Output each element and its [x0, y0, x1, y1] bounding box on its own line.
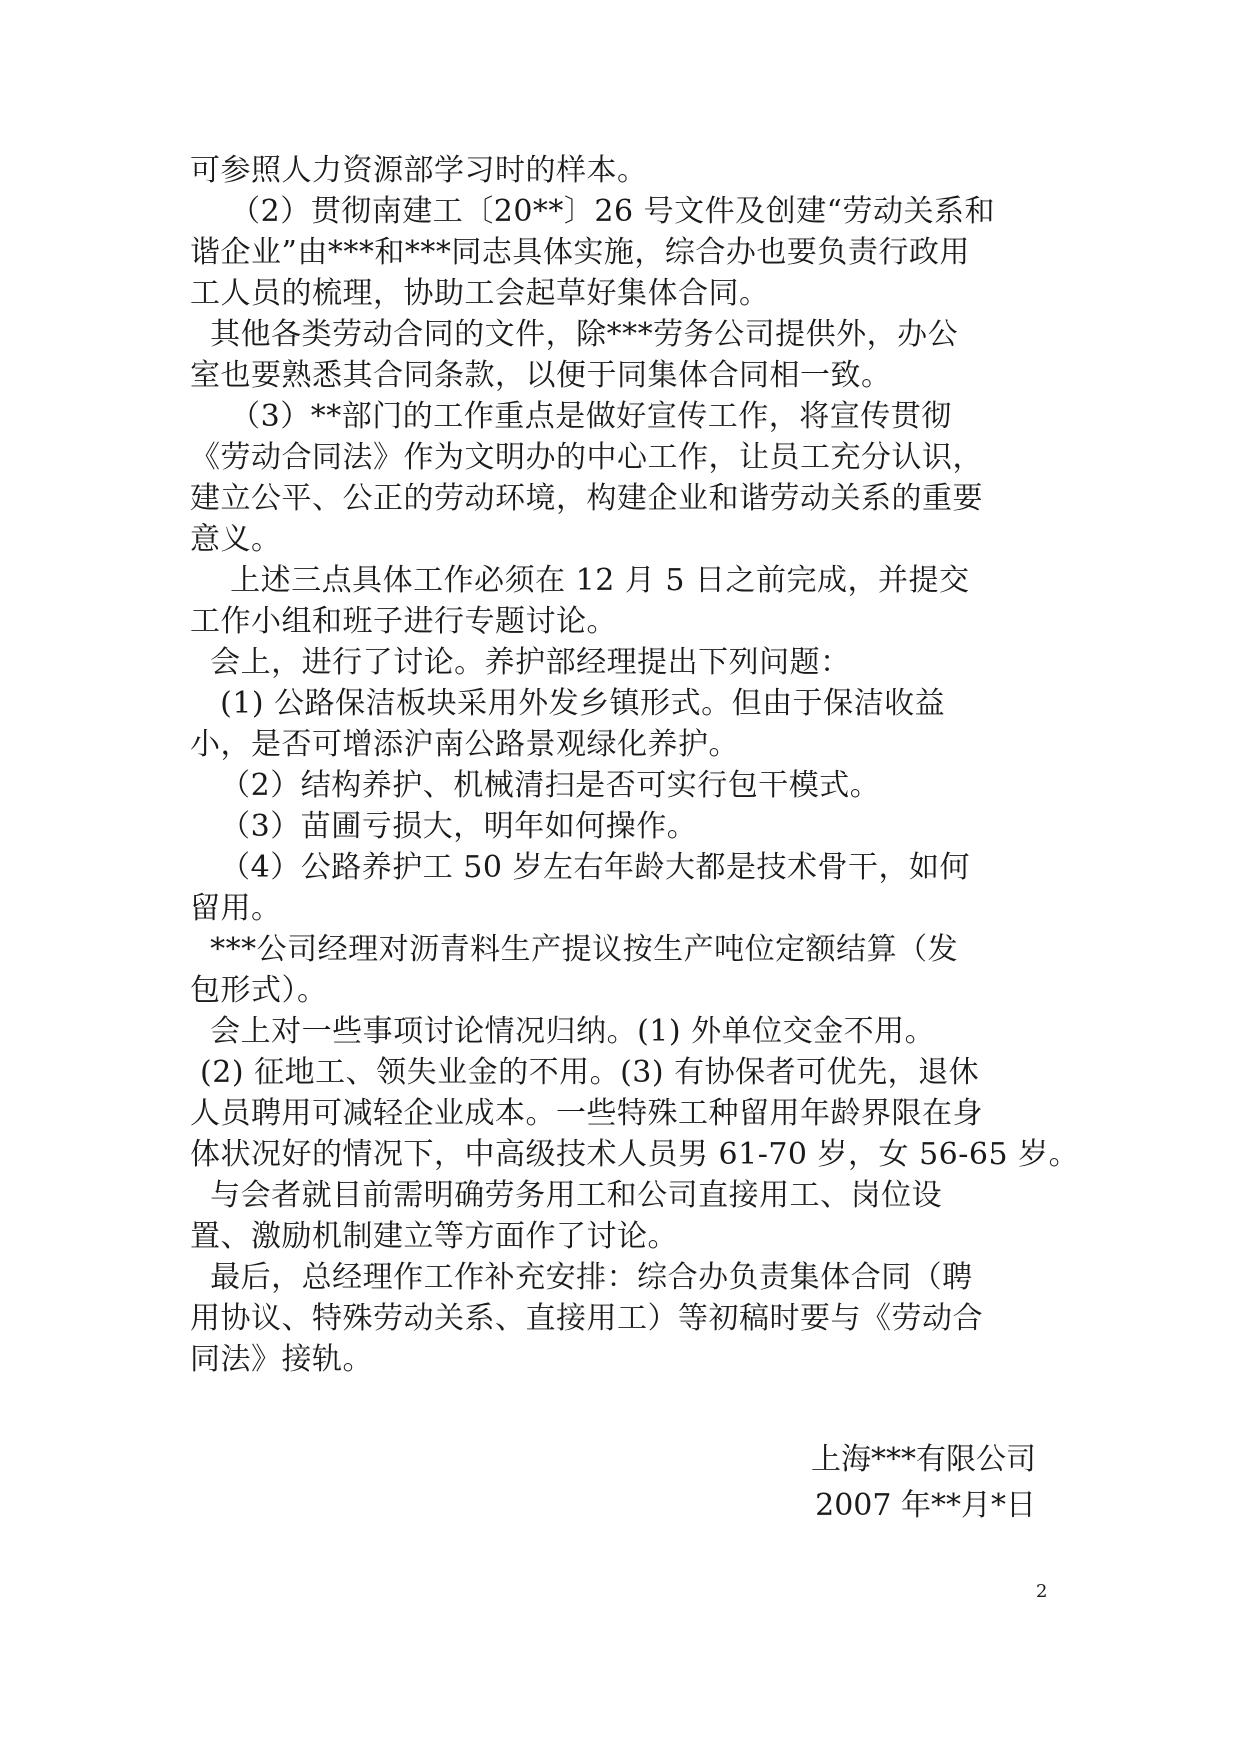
text-line: 最后，总经理作工作补充安排：综合办负责集体合同（聘 [190, 1260, 973, 1295]
text-line: 其他各类劳动合同的文件，除***劳务公司提供外，办公 [190, 317, 959, 352]
document-body [190, 150, 1080, 1380]
text-line: （2）贯彻南建工〔20**〕26 号文件及创建“劳动关系和 [190, 194, 995, 229]
company-name: 上海***有限公司 [811, 1442, 1036, 1477]
text-line: 建立公平、公正的劳动环境，构建企业和谐劳动关系的重要 [190, 481, 983, 516]
text-line: （4）公路养护工 50 岁左右年龄大都是技术骨干，如何 [190, 850, 970, 885]
text-line: (2) 征地工、领失业金的不用。(3) 有协保者可优先，退休 [190, 1055, 980, 1090]
text-line: 可参照人力资源部学习时的样本。 [190, 153, 648, 188]
text-line: 会上对一些事项讨论情况归纳。(1) 外单位交金不用。 [190, 1014, 936, 1049]
signature-block [811, 1437, 1036, 1529]
text-line: 意义。 [190, 522, 282, 557]
text-line: 与会者就目前需明确劳务用工和公司直接用工、岗位设 [190, 1178, 943, 1213]
text-line: 《劳动合同法》作为文明办的中心工作，让员工充分认识， [190, 440, 983, 475]
text-line: 置、激励机制建立等方面作了讨论。 [190, 1219, 678, 1254]
text-line: 室也要熟悉其合同条款，以便于同集体合同相一致。 [190, 358, 892, 393]
document-date: 2007 年**月*日 [815, 1488, 1036, 1523]
text-line: （3）苗圃亏损大，明年如何操作。 [190, 809, 698, 844]
text-line: 会上，进行了讨论。养护部经理提出下列问题： [190, 645, 851, 680]
text-line: （3）**部门的工作重点是做好宣传工作，将宣传贯彻 [190, 399, 952, 434]
page-number: 2 [1036, 1581, 1048, 1602]
text-line: 上述三点具体工作必须在 12 月 5 日之前完成，并提交 [190, 563, 970, 598]
text-line: 用协议、特殊劳动关系、直接用工）等初稿时要与《劳动合 [190, 1301, 983, 1336]
text-line: 留用。 [190, 891, 282, 926]
text-line: (1) 公路保洁板块采用外发乡镇形式。但由于保洁收益 [190, 686, 946, 721]
text-line: 人员聘用可减轻企业成本。一些特殊工种留用年龄界限在身 [190, 1096, 983, 1131]
text-line: （2）结构养护、机械清扫是否可实行包干模式。 [190, 768, 881, 803]
text-line: 谐企业”由***和***同志具体实施，综合办也要负责行政用 [190, 235, 970, 270]
text-line: 包形式）。 [190, 973, 328, 1008]
text-line: 工作小组和班子进行专题讨论。 [190, 604, 617, 639]
text-line: 小，是否可增添沪南公路景观绿化养护。 [190, 727, 739, 762]
text-line: 工人员的梳理，协助工会起草好集体合同。 [190, 276, 770, 311]
text-line: 体状况好的情况下，中高级技术人员男 61-70 岁，女 56-65 岁。 [190, 1137, 1080, 1172]
text-line: ***公司经理对沥青料生产提议按生产吨位定额结算（发 [190, 932, 959, 967]
text-line: 同法》接轨。 [190, 1342, 373, 1377]
